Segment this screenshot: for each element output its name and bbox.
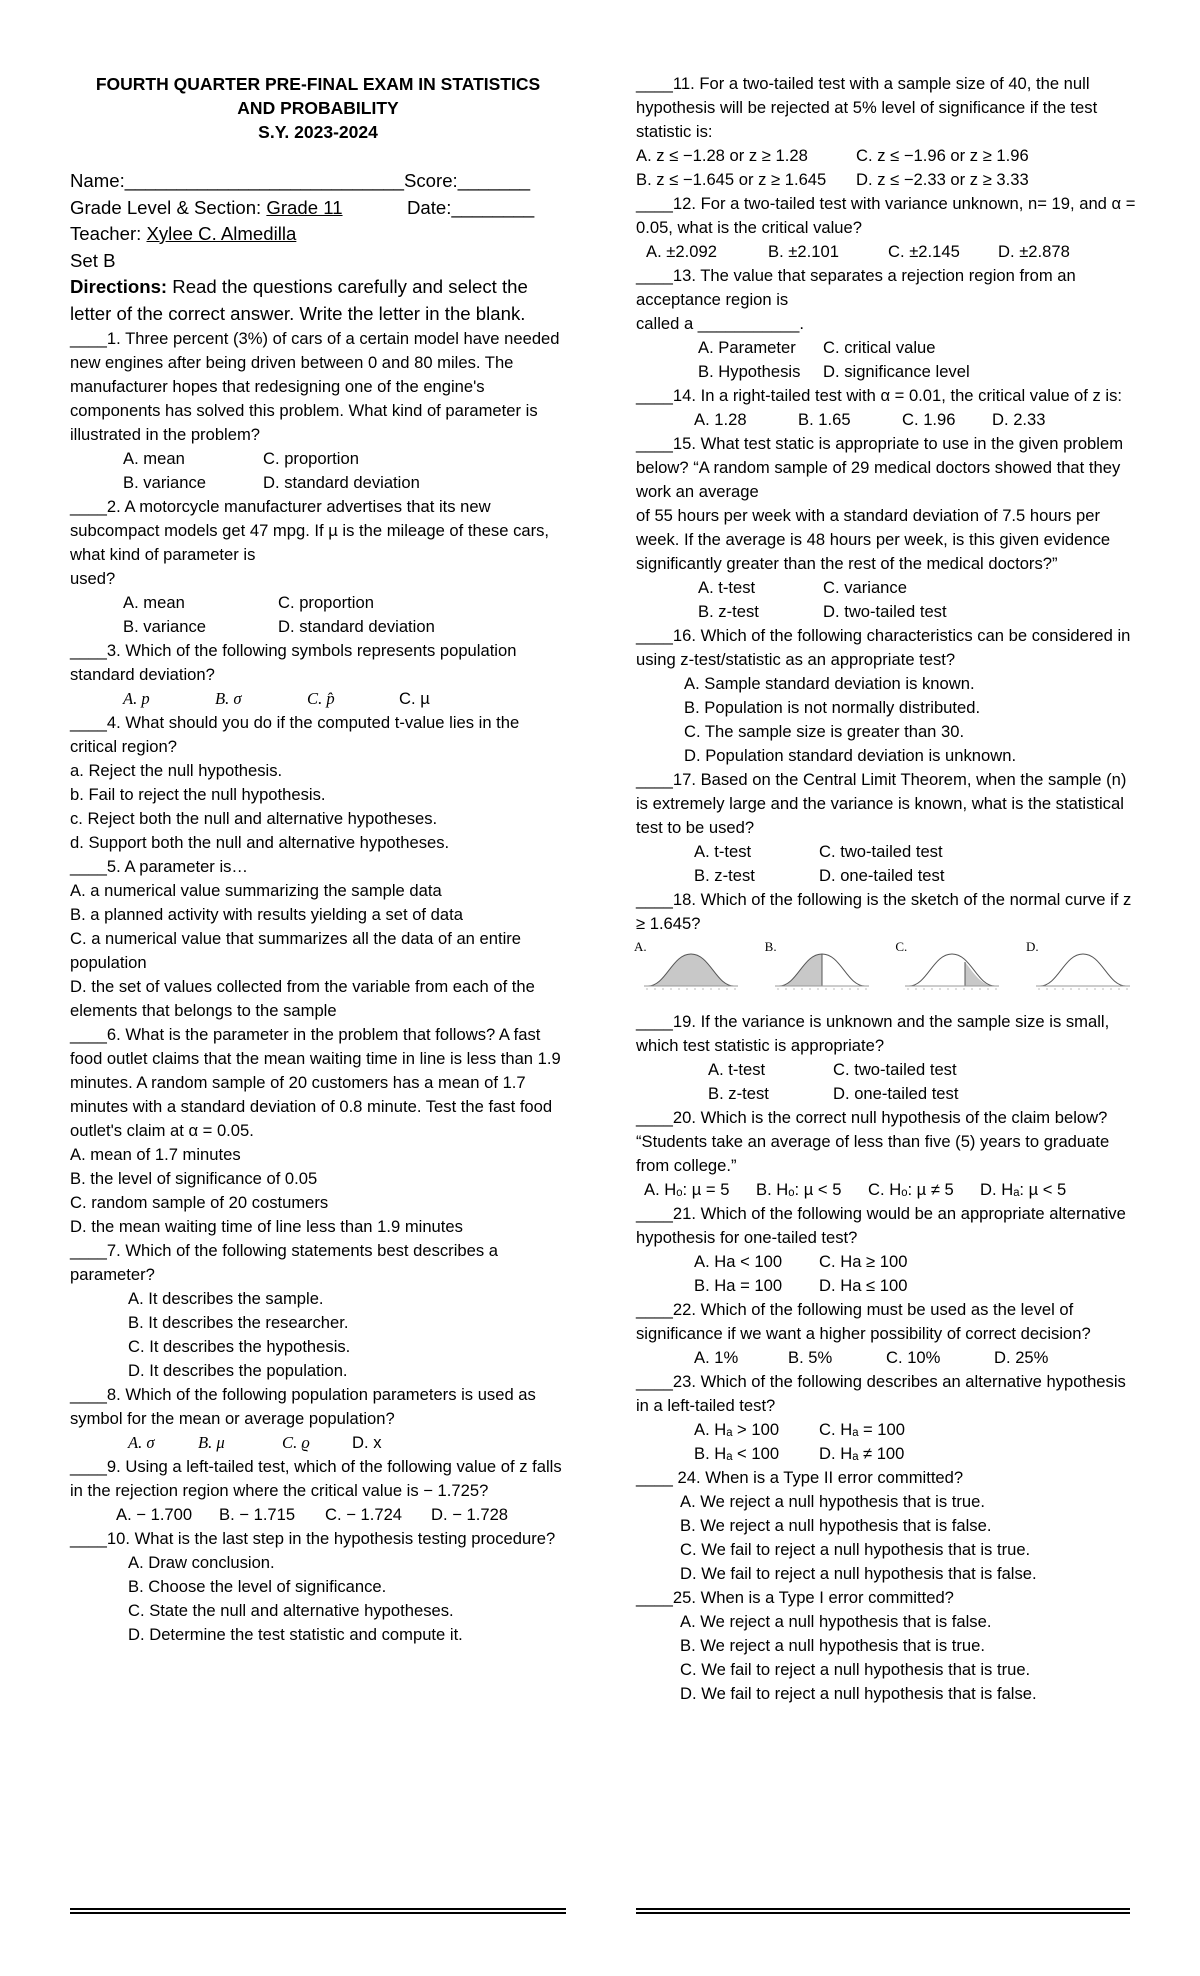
option-d[interactable]: d. Support both the null and alternative hypotheses. bbox=[70, 833, 450, 852]
option-c[interactable]: C. 10% bbox=[886, 1348, 941, 1367]
option-d[interactable]: D. Hₐ: µ < 5 bbox=[980, 1180, 1067, 1199]
options bbox=[636, 336, 1138, 384]
option-b[interactable]: B. z-test bbox=[698, 602, 759, 621]
question-text: ____8. Which of the following population parameters is used as symbol for the mean or average population? bbox=[70, 1385, 536, 1428]
option-c[interactable]: C. variance bbox=[823, 578, 907, 597]
question-text: ____11. For a two-tailed test with a sample size of 40, the null hypothesis will be rejected at 5% level of significance if the test statistic is: bbox=[636, 74, 1098, 141]
option-d[interactable]: D. one-tailed test bbox=[833, 1084, 959, 1103]
option-b[interactable]: B. Population is not normally distributed. bbox=[684, 698, 981, 717]
option-c[interactable]: C. z ≤ −1.96 or z ≥ 1.96 bbox=[856, 146, 1029, 165]
curve-option-c[interactable] bbox=[895, 939, 1007, 998]
option-a[interactable]: A. Draw conclusion. bbox=[128, 1553, 275, 1572]
option-d[interactable]: D. standard deviation bbox=[263, 473, 420, 492]
question-25[interactable] bbox=[636, 1586, 1138, 1706]
option-c[interactable]: C. We fail to reject a null hypothesis that is true. bbox=[680, 1660, 1031, 1679]
question-8[interactable] bbox=[70, 1383, 566, 1455]
option-d[interactable]: D. We fail to reject a null hypothesis that is false. bbox=[680, 1684, 1037, 1703]
option-b[interactable]: B. Ha = 100 bbox=[694, 1276, 783, 1295]
normal-curve-left-shaded-icon bbox=[764, 939, 877, 998]
teacher-label: Teacher: bbox=[70, 223, 147, 244]
question-9[interactable] bbox=[70, 1455, 566, 1527]
question-text-cont: called a ___________. bbox=[636, 314, 804, 333]
curve-option-d[interactable] bbox=[1025, 939, 1138, 998]
option-d[interactable]: D. ±2.878 bbox=[998, 242, 1070, 261]
option-a[interactable]: A. mean bbox=[123, 449, 185, 468]
question-text: ____4. What should you do if the computed t-value lies in the critical region? bbox=[70, 713, 520, 756]
option-c[interactable]: C. random sample of 20 costumers bbox=[70, 1193, 329, 1212]
option-c[interactable]: C. It describes the hypothesis. bbox=[128, 1337, 351, 1356]
question-text: ____9. Using a left-tailed test, which of the following value of z falls in the rejection region where the critical value is − 1.725? bbox=[70, 1457, 562, 1500]
question-18[interactable] bbox=[636, 888, 1138, 1002]
option-c[interactable]: C. two-tailed test bbox=[833, 1060, 957, 1079]
option-c[interactable]: C. We fail to reject a null hypothesis that is true. bbox=[680, 1540, 1031, 1559]
option-b[interactable]: B. 5% bbox=[788, 1348, 833, 1367]
question-text: ____13. The value that separates a rejection region from an acceptance region is bbox=[636, 266, 1076, 309]
option-b[interactable]: B. σ bbox=[215, 689, 242, 708]
question-text: ____6. What is the parameter in the problem that follows? A fast food outlet claims that the mean waiting time in line is less than 1.9 minutes. A random sample of 20 customers has a mean of 1.7 minutes with a standard deviation of 0.8 minute. Test the fast food outlet's claim at α = 0.05. bbox=[70, 1025, 561, 1140]
question-7[interactable] bbox=[70, 1239, 566, 1383]
option-b[interactable]: B. the level of significance of 0.05 bbox=[70, 1169, 318, 1188]
option-a[interactable]: A. 1% bbox=[694, 1348, 739, 1367]
option-b[interactable]: B. variance bbox=[123, 473, 207, 492]
grade-label: Grade Level & Section: bbox=[70, 196, 267, 218]
options bbox=[636, 1178, 1138, 1202]
option-d[interactable]: D. one-tailed test bbox=[819, 866, 945, 885]
question-text: ____20. Which is the correct null hypothesis of the claim below? “Students take an average of less than five (5) years to graduate from college.” bbox=[636, 1108, 1110, 1175]
option-a[interactable]: a. Reject the null hypothesis. bbox=[70, 761, 283, 780]
question-text: ____ 24. When is a Type II error committed? bbox=[636, 1468, 964, 1487]
normal-curve-left-tail-icon bbox=[634, 939, 746, 998]
option-d[interactable]: D. significance level bbox=[823, 362, 970, 381]
option-a[interactable]: A. mean of 1.7 minutes bbox=[70, 1145, 241, 1164]
question-4[interactable] bbox=[70, 711, 566, 855]
option-c[interactable]: C. 1.96 bbox=[902, 410, 956, 429]
options bbox=[636, 144, 1138, 192]
question-11[interactable] bbox=[636, 72, 1138, 192]
option-c[interactable]: C. − 1.724 bbox=[325, 1505, 403, 1524]
option-a[interactable]: A. mean bbox=[123, 593, 185, 612]
options bbox=[636, 240, 1138, 264]
question-10[interactable] bbox=[70, 1527, 566, 1647]
question-text-cont: of 55 hours per week with a standard deviation of 7.5 hours per week. If the average is 48 hours per week, is this given evidence significantly greater than the rest of the medical doctors?” bbox=[636, 506, 1111, 573]
option-c[interactable]: C. State the null and alternative hypotheses. bbox=[128, 1601, 454, 1620]
grade-value: Grade 11 bbox=[266, 196, 343, 218]
question-text: ____12. For a two-tailed test with variance unknown, n= 19, and α = 0.05, what is the critical value? bbox=[636, 194, 1136, 237]
option-b[interactable]: B. μ bbox=[198, 1433, 225, 1452]
question-20[interactable] bbox=[636, 1106, 1138, 1202]
question-text-cont: used? bbox=[70, 569, 116, 588]
right-column bbox=[636, 72, 1138, 1706]
option-c[interactable]: C. The sample size is greater than 30. bbox=[684, 722, 965, 741]
question-2[interactable] bbox=[70, 495, 566, 639]
option-b[interactable]: B. z-test bbox=[708, 1084, 769, 1103]
options bbox=[70, 591, 566, 639]
question-text: ____14. In a right-tailed test with α = 0.01, the critical value of z is: bbox=[636, 386, 1122, 405]
option-b[interactable]: B. a planned activity with results yielding a set of data bbox=[70, 905, 463, 924]
options bbox=[636, 1346, 1138, 1370]
option-a[interactable]: A. ±2.092 bbox=[646, 242, 717, 261]
question-text: ____21. Which of the following would be an appropriate alternative hypothesis for one-tailed test? bbox=[636, 1204, 1126, 1247]
option-b[interactable]: b. Fail to reject the null hypothesis. bbox=[70, 785, 326, 804]
option-a[interactable]: A. t-test bbox=[708, 1060, 766, 1079]
option-c[interactable]: C. critical value bbox=[823, 338, 936, 357]
teacher-value: Xylee C. Almedilla bbox=[146, 223, 297, 244]
option-c[interactable]: C. a numerical value that summarizes all the data of an entire population bbox=[70, 929, 522, 972]
option-b[interactable]: B. It describes the researcher. bbox=[128, 1313, 349, 1332]
option-c[interactable]: C. proportion bbox=[263, 449, 359, 468]
curve-option-a[interactable] bbox=[634, 939, 746, 998]
score-label: Score: bbox=[403, 170, 458, 191]
options bbox=[636, 1418, 1138, 1466]
question-15[interactable] bbox=[636, 432, 1138, 624]
exam-title-line3: S.Y. 2023-2024 bbox=[258, 122, 378, 142]
question-text: ____16. Which of the following characteristics can be considered in using z-test/statistic as an appropriate test? bbox=[636, 626, 1131, 669]
normal-curve-right-tail-icon bbox=[895, 939, 1007, 998]
question-12[interactable] bbox=[636, 192, 1138, 264]
question-text: ____10. What is the last step in the hypothesis testing procedure? bbox=[70, 1529, 556, 1548]
name-score-row bbox=[70, 168, 566, 195]
question-3[interactable] bbox=[70, 639, 566, 711]
option-b[interactable]: B. ±2.101 bbox=[768, 242, 839, 261]
question-21[interactable] bbox=[636, 1202, 1138, 1298]
question-13[interactable] bbox=[636, 264, 1138, 384]
option-b[interactable]: B. Hₒ: µ < 5 bbox=[756, 1180, 842, 1199]
option-a[interactable]: A. t-test bbox=[694, 842, 752, 861]
option-b[interactable]: B. Choose the level of significance. bbox=[128, 1577, 387, 1596]
directions bbox=[70, 274, 566, 327]
option-d[interactable]: D. Ha ≤ 100 bbox=[819, 1276, 908, 1295]
option-c[interactable]: C. p̂ bbox=[307, 689, 335, 708]
options bbox=[636, 576, 1138, 624]
option-c[interactable]: C. Hₒ: µ ≠ 5 bbox=[868, 1180, 954, 1199]
option-c[interactable]: C. two-tailed test bbox=[819, 842, 943, 861]
option-d[interactable]: D. Determine the test statistic and compute it. bbox=[128, 1625, 463, 1644]
option-d[interactable]: C. µ bbox=[399, 689, 430, 708]
option-d[interactable]: D. Population standard deviation is unknown. bbox=[684, 746, 1017, 765]
question-text: ____22. Which of the following must be used as the level of significance if we want a higher possibility of correct decision? bbox=[636, 1300, 1091, 1343]
directions-text: Read the questions carefully and select the letter of the correct answer. Write the letter in the blank. bbox=[70, 276, 528, 324]
options bbox=[636, 1250, 1138, 1298]
options bbox=[70, 447, 566, 495]
option-c[interactable]: C. Ha ≥ 100 bbox=[819, 1252, 908, 1271]
option-a[interactable]: A. We reject a null hypothesis that is true. bbox=[680, 1492, 985, 1511]
option-d[interactable]: D. the mean waiting time of line less than 1.9 minutes bbox=[70, 1217, 463, 1236]
options bbox=[636, 1058, 1138, 1106]
question-17[interactable] bbox=[636, 768, 1138, 888]
question-text: ____5. A parameter is… bbox=[70, 857, 249, 876]
options bbox=[70, 687, 566, 711]
option-b[interactable]: B. z-test bbox=[694, 866, 755, 885]
curve-label: C. bbox=[895, 939, 908, 954]
footer-rule-left bbox=[70, 1908, 566, 1914]
question-text: ____7. Which of the following statements best describes a parameter? bbox=[70, 1241, 498, 1284]
option-d[interactable]: D. 2.33 bbox=[992, 410, 1046, 429]
option-d[interactable]: D. Hₐ ≠ 100 bbox=[819, 1444, 905, 1463]
set-label: Set B bbox=[70, 249, 116, 271]
option-b[interactable]: B. We reject a null hypothesis that is false. bbox=[680, 1516, 992, 1535]
footer-rule-right bbox=[636, 1908, 1130, 1914]
question-1[interactable] bbox=[70, 327, 566, 495]
option-d[interactable]: D. 25% bbox=[994, 1348, 1049, 1367]
question-19[interactable] bbox=[636, 1010, 1138, 1106]
directions-label: Directions: bbox=[70, 276, 168, 297]
option-a[interactable]: A. a numerical value summarizing the sample data bbox=[70, 881, 442, 900]
question-text: ____3. Which of the following symbols represents population standard deviation? bbox=[70, 641, 517, 684]
curve-option-b[interactable] bbox=[764, 939, 877, 998]
curve-label: A. bbox=[634, 939, 647, 954]
option-a[interactable]: A. It describes the sample. bbox=[128, 1289, 324, 1308]
option-b[interactable]: B. z ≤ −1.645 or z ≥ 1.645 bbox=[636, 170, 827, 189]
question-text: ____15. What test static is appropriate to use in the given problem below? “A random sample of 29 medical doctors showed that they work an average bbox=[636, 434, 1124, 501]
option-b[interactable]: B. Hypothesis bbox=[698, 362, 801, 381]
option-d[interactable]: D. x bbox=[352, 1433, 382, 1452]
curve-label: D. bbox=[1025, 939, 1039, 954]
options bbox=[70, 1431, 566, 1455]
option-c[interactable]: C. ϱ bbox=[282, 1433, 310, 1452]
option-a[interactable]: A. σ bbox=[128, 1433, 155, 1452]
question-5[interactable] bbox=[70, 855, 566, 1023]
name-field[interactable]: ___________________________ bbox=[124, 170, 404, 191]
question-14[interactable] bbox=[636, 384, 1138, 432]
exam-title-line1: FOURTH QUARTER PRE-FINAL EXAM IN STATISTICS bbox=[95, 74, 541, 94]
question-22[interactable] bbox=[636, 1298, 1138, 1370]
question-text: ____2. A motorcycle manufacturer advertises that its new subcompact models get 47 mpg. If µ is the mileage of these cars, what kind of parameter is bbox=[70, 497, 550, 564]
option-a[interactable]: A. − 1.700 bbox=[116, 1505, 193, 1524]
question-text: ____25. When is a Type I error committed? bbox=[636, 1588, 954, 1607]
option-d[interactable]: D. − 1.728 bbox=[431, 1505, 509, 1524]
exam-title-line2: AND PROBABILITY bbox=[237, 98, 399, 118]
normal-curve-options bbox=[634, 939, 1138, 1002]
date-field[interactable]: ________ bbox=[451, 196, 535, 218]
option-b[interactable]: B. − 1.715 bbox=[219, 1505, 296, 1524]
option-b[interactable]: B. variance bbox=[123, 617, 207, 636]
score-field[interactable]: _______ bbox=[457, 170, 531, 191]
option-a[interactable]: A. t-test bbox=[698, 578, 756, 597]
option-c[interactable]: c. Reject both the null and alternative hypotheses. bbox=[70, 809, 438, 828]
grade-date-row bbox=[70, 195, 566, 222]
option-c[interactable]: C. Hₐ = 100 bbox=[819, 1420, 905, 1439]
options bbox=[636, 408, 1138, 432]
question-text: ____23. Which of the following describes an alternative hypothesis in a left-tailed test? bbox=[636, 1372, 1126, 1415]
question-text: ____19. If the variance is unknown and the sample size is small, which test statistic is appropriate? bbox=[636, 1012, 1110, 1055]
curve-label: B. bbox=[764, 939, 777, 954]
date-label: Date: bbox=[407, 196, 452, 218]
option-a[interactable]: A. Hₒ: µ = 5 bbox=[644, 1180, 730, 1199]
option-b[interactable]: B. We reject a null hypothesis that is true. bbox=[680, 1636, 985, 1655]
question-text: ____1. Three percent (3%) of cars of a certain model have needed new engines after being driven between 0 and 80 miles. The manufacturer hopes that redesigning one of the engine's components has solved this problem. What kind of parameter is illustrated in the problem? bbox=[70, 329, 560, 444]
normal-curve-unshaded-icon bbox=[1025, 939, 1138, 998]
option-b[interactable]: B. 1.65 bbox=[798, 410, 851, 429]
option-d[interactable]: D. z ≤ −2.33 or z ≥ 3.33 bbox=[856, 170, 1029, 189]
option-a[interactable]: A. Hₐ > 100 bbox=[694, 1420, 780, 1439]
options bbox=[636, 840, 1138, 888]
option-c[interactable]: C. ±2.145 bbox=[888, 242, 960, 261]
options bbox=[70, 1503, 566, 1527]
option-a[interactable]: A. We reject a null hypothesis that is false. bbox=[680, 1612, 992, 1631]
option-c[interactable]: C. proportion bbox=[278, 593, 374, 612]
question-text: ____17. Based on the Central Limit Theorem, when the sample (n) is extremely large and the variance is known, what is the statistical test to be used? bbox=[636, 770, 1127, 837]
question-16[interactable] bbox=[636, 624, 1138, 768]
option-b[interactable]: B. Hₐ < 100 bbox=[694, 1444, 780, 1463]
option-d[interactable]: D. the set of values collected from the variable from each of the elements that belongs to the sample bbox=[70, 977, 535, 1020]
option-a[interactable]: A. Parameter bbox=[698, 338, 796, 357]
option-d[interactable]: D. It describes the population. bbox=[128, 1361, 348, 1380]
name-label: Name: bbox=[70, 170, 125, 191]
option-a[interactable]: A. z ≤ −1.28 or z ≥ 1.28 bbox=[636, 146, 808, 165]
question-23[interactable] bbox=[636, 1370, 1138, 1466]
question-text: ____18. Which of the following is the sketch of the normal curve if z ≥ 1.645? bbox=[636, 890, 1132, 933]
question-24[interactable] bbox=[636, 1466, 1138, 1586]
option-a[interactable]: A. Ha < 100 bbox=[694, 1252, 783, 1271]
option-a[interactable]: A. 1.28 bbox=[694, 410, 747, 429]
question-6[interactable] bbox=[70, 1023, 566, 1239]
option-a[interactable]: A. Sample standard deviation is known. bbox=[684, 674, 975, 693]
option-d[interactable]: D. We fail to reject a null hypothesis that is false. bbox=[680, 1564, 1037, 1583]
left-column bbox=[70, 72, 566, 1647]
teacher-row bbox=[70, 221, 566, 248]
option-d[interactable]: D. two-tailed test bbox=[823, 602, 947, 621]
option-a[interactable]: A. p bbox=[123, 689, 150, 708]
option-d[interactable]: D. standard deviation bbox=[278, 617, 435, 636]
